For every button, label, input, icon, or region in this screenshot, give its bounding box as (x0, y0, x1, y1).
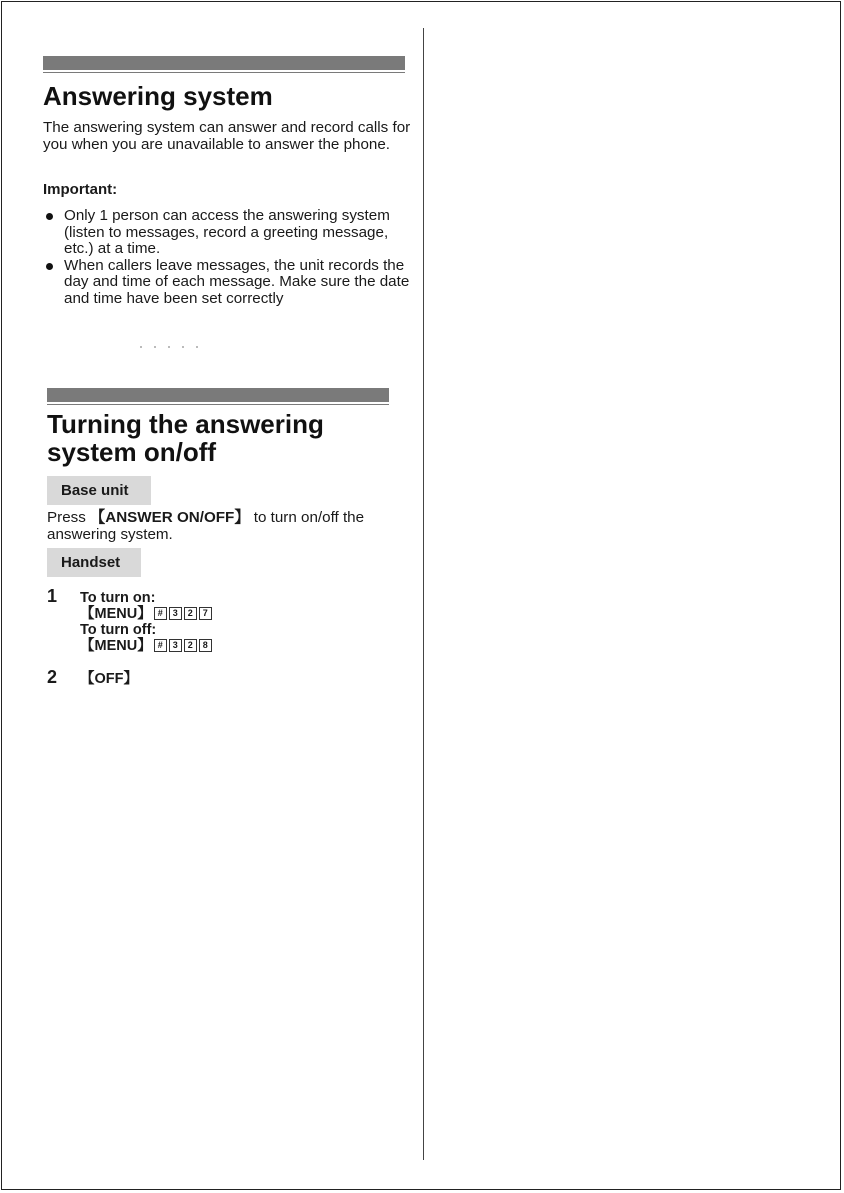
important-bullet-list (43, 208, 415, 307)
digit-key-icon: 2 (184, 607, 197, 620)
turn-on-sequence (80, 606, 212, 622)
step-number: 1 (47, 586, 58, 606)
handset-tag: Handset (47, 548, 141, 577)
bullet-text: Only 1 person can access the answering system (listen to messages, record a greeting message, etc.) at a time. (64, 207, 390, 257)
answer-on-off-key: 【ANSWER ON/OFF】 (90, 509, 250, 526)
step-body (80, 590, 212, 654)
bullet-item (43, 258, 415, 308)
section-header-bar (43, 56, 405, 70)
turn-on-label: To turn on: (80, 590, 156, 606)
digit-key-icon: 7 (199, 607, 212, 620)
important-label: Important: (43, 181, 118, 198)
section-header-rule (43, 72, 405, 73)
bullet-item (43, 208, 415, 258)
digit-key-icon: 3 (169, 607, 182, 620)
instruction-text: Press (47, 509, 91, 526)
bullet-dot-icon (46, 213, 53, 220)
turn-off-label: To turn off: (80, 622, 157, 638)
section-intro-text: The answering system can answer and record calls for you when you are unavailable to answer the phone. (43, 119, 411, 153)
turn-off-sequence (80, 638, 212, 654)
section-header-bar (47, 388, 389, 402)
column-divider (423, 28, 424, 1160)
digit-key-icon: 2 (184, 639, 197, 652)
instruction-text: to turn on/off the answering system. (47, 509, 365, 543)
section-title-answering-system: Answering system (43, 81, 273, 111)
hash-key-icon: # (154, 639, 167, 652)
faded-reference-mark (140, 346, 210, 348)
base-unit-instruction (47, 510, 407, 543)
hash-key-icon: # (154, 607, 167, 620)
step-number: 2 (47, 667, 58, 687)
step-body: 【OFF】 (80, 671, 138, 687)
digit-key-icon: 3 (169, 639, 182, 652)
base-unit-tag: Base unit (47, 476, 151, 505)
digit-key-icon: 8 (199, 639, 212, 652)
bullet-dot-icon (46, 263, 53, 270)
section-header-rule (47, 404, 389, 405)
bullet-text: When callers leave messages, the unit records the day and time of each message. Make sure the date and time have been set correctly (64, 256, 410, 307)
menu-key: 【MENU】 (80, 606, 152, 622)
menu-key: 【MENU】 (80, 638, 152, 654)
section-title-turning-on-off: Turning the answering system on/off (47, 409, 324, 467)
